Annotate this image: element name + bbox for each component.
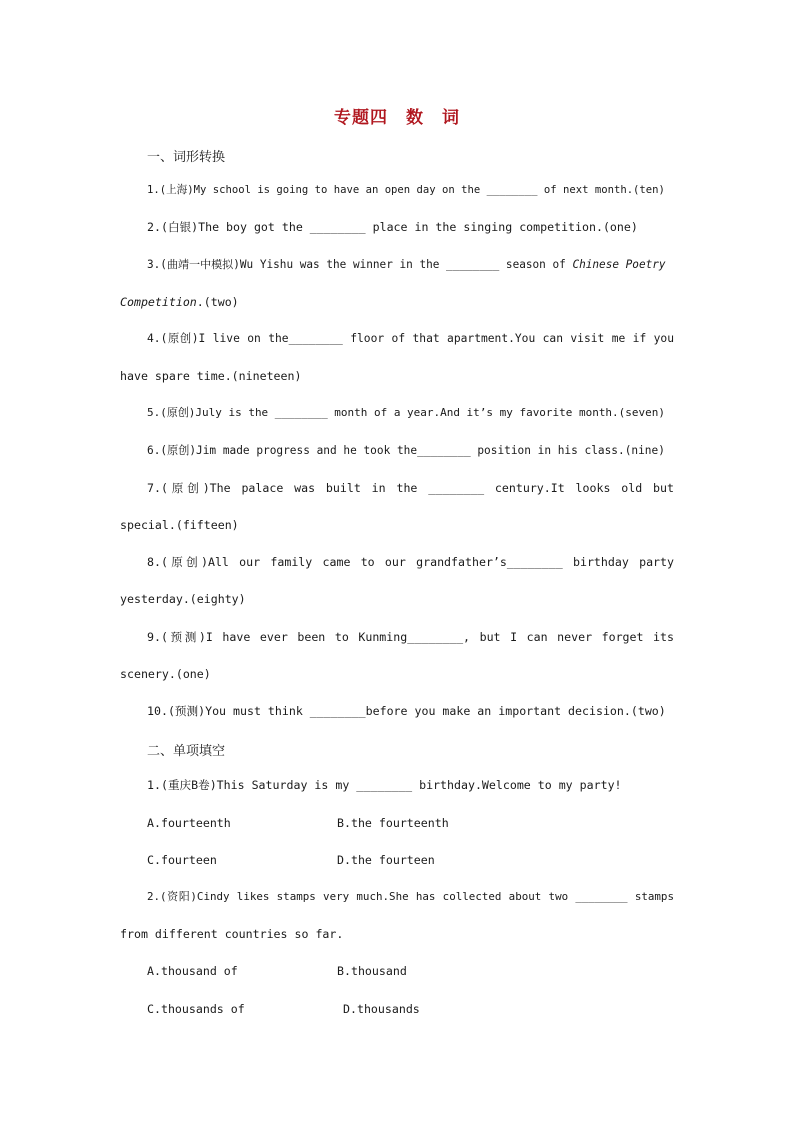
question-line: 6.(原创)Jim made progress and he took the________ position in his class.(nine) xyxy=(147,444,665,457)
question-line-continued xyxy=(120,294,239,310)
question-text: 3.(曲靖一中模拟)Wu Yishu was the winner in the ________ season of xyxy=(147,258,573,271)
option-b: B.thousand xyxy=(337,964,407,978)
question-line-continued: have spare time.(nineteen) xyxy=(120,369,302,383)
option-d: D.the fourteen xyxy=(337,853,435,867)
question-line xyxy=(147,257,666,273)
question-line: 8.(原创)All our family came to our grandfather’s________ birthday party xyxy=(147,555,674,569)
section-heading-word-form: 一、词形转换 xyxy=(147,150,226,165)
question-line: 1.(重庆B卷)This Saturday is my ________ birthday.Welcome to my party! xyxy=(147,778,622,792)
question-line-continued: from different countries so far. xyxy=(120,927,344,941)
question-line: 10.(预测)You must think ________before you make an important decision.(two) xyxy=(147,704,666,718)
option-d: D.thousands xyxy=(343,1002,420,1016)
option-c: C.fourteen xyxy=(147,853,217,867)
question-line: 2.(资阳)Cindy likes stamps very much.She has collected about two ________ stamps xyxy=(147,890,674,903)
option-a: A.fourteenth xyxy=(147,816,231,830)
question-text: .(two) xyxy=(196,295,239,309)
option-b: B.the fourteenth xyxy=(337,816,449,830)
question-line: 9.(预测)I have ever been to Kunming________, but I can never forget its xyxy=(147,630,674,644)
option-a: A.thousand of xyxy=(147,964,238,978)
question-line: 7.(原创)The palace was built in the ________ century.It looks old but xyxy=(147,481,674,495)
question-line: 4.(原创)I live on the________ floor of that apartment.You can visit me if you xyxy=(147,332,674,345)
question-line-continued: yesterday.(eighty) xyxy=(120,592,246,606)
option-c: C.thousands of xyxy=(147,1002,245,1016)
question-line-continued: scenery.(one) xyxy=(120,667,211,681)
question-line: 2.(白银)The boy got the ________ place in the singing competition.(one) xyxy=(147,220,638,234)
question-line: 1.(上海)My school is going to have an open day on the ________ of next month.(ten) xyxy=(147,184,665,196)
question-text-italic: Chinese Poetry xyxy=(572,258,666,271)
section-heading-multiple-choice: 二、单项填空 xyxy=(147,744,226,759)
page-title: 专题四 数 词 xyxy=(334,108,460,128)
question-text-italic: Competition xyxy=(120,295,197,309)
question-line-continued: special.(fifteen) xyxy=(120,518,239,532)
question-line: 5.(原创)July is the ________ month of a year.And it’s my favorite month.(seven) xyxy=(147,406,665,419)
